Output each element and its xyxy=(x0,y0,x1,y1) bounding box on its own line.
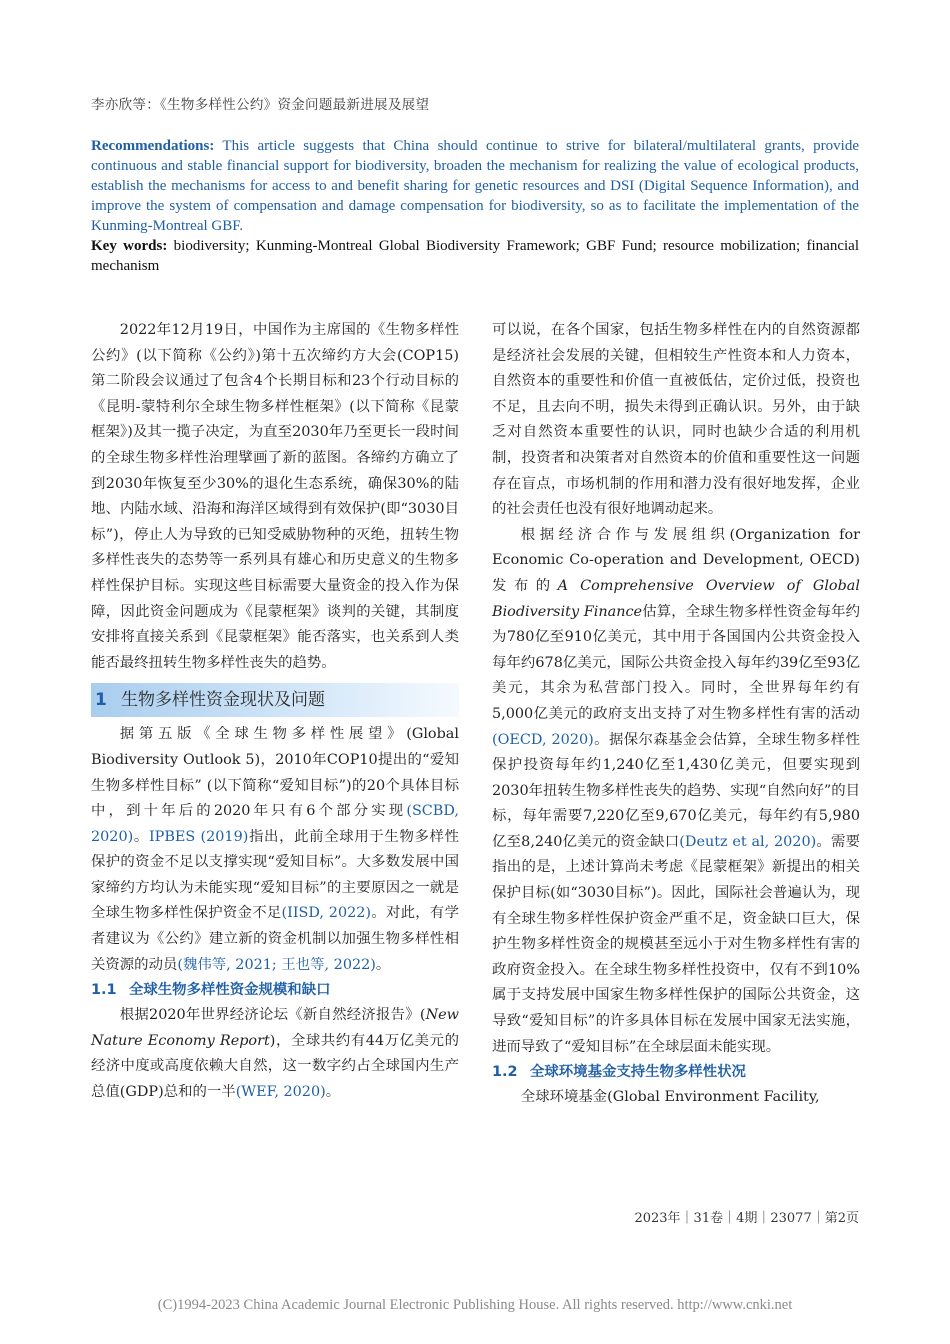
recommendations xyxy=(91,136,859,236)
text-run: 根据经济合作与发展组织(Organization for Economic Co-operation and Development, OECD)发布的 xyxy=(492,526,860,594)
subsection-title: 全球生物多样性资金规模和缺口 xyxy=(129,982,331,999)
keywords xyxy=(91,236,859,276)
recommendations-label: Recommendations: xyxy=(91,138,215,154)
subsection-number: 1.1 xyxy=(91,982,117,999)
text-run: )，全球共约有44万亿美元的经济中度或高度依赖大自然，这一数字约占全球国内生产总值(GDP)总和的一半 xyxy=(91,1032,459,1101)
right-column xyxy=(492,318,860,1111)
paragraph-wef xyxy=(91,1003,459,1105)
paragraph-gef: 全球环境基金(Global Environment Facility, xyxy=(520,1089,820,1106)
section-heading-1 xyxy=(91,683,459,717)
text-run: 。 xyxy=(375,956,391,973)
text-run: 。 xyxy=(133,828,149,845)
text-run: 。 xyxy=(325,1084,341,1101)
citation-link[interactable]: (Deutz et al, 2020) xyxy=(679,833,817,850)
paragraph-gbo5 xyxy=(91,722,459,978)
paragraph-oecd xyxy=(492,523,860,1060)
citation-link[interactable]: IPBES (2019) xyxy=(148,828,249,845)
citation-link[interactable]: (魏伟等, 2021; 王也等, 2022) xyxy=(177,956,376,973)
subsection-number: 1.2 xyxy=(492,1064,518,1081)
text-run: 指出，此前全球用于生物多样性保护的资金不足以支撑实现“爱知目标”。大多数发展中国家缔约方均认为未能实现“爱知目标”的主要原因之一就是全球生物多样性保护资金不足 xyxy=(91,828,459,922)
citation-link[interactable]: (OECD, 2020) xyxy=(492,731,594,748)
citation-link[interactable]: (WEF, 2020) xyxy=(235,1084,326,1101)
text-run: 根据2020年世界经济论坛《新自然经济报告》( xyxy=(119,1007,426,1024)
section-title: 生物多样性资金现状及问题 xyxy=(121,690,325,711)
keywords-text: biodiversity; Kunming-Montreal Global Biodiversity Framework; GBF Fund; resource mobilization; financial mechanism xyxy=(91,238,859,274)
text-run: 。据保尔森基金会估算，全球生物多样性保护投资每年约1,240亿至1,430亿美元，但要实现到2030年扭转生物多样性丧失的趋势、实现“自然向好”的目标，每年需要7,220亿至9,670亿美元，每年约有5,980亿至8,240亿美元的资金缺口 xyxy=(492,731,860,850)
issue-info: 2023年｜31卷｜4期｜23077｜第2页 xyxy=(634,1211,859,1226)
citation-link[interactable]: (SCBD, 2020) xyxy=(91,803,459,845)
text-run: 。对此，有学者建议为《公约》建立新的资金机制以加强生物多样性相关资源的动员 xyxy=(91,905,459,973)
text-run: 。需要指出的是，上述计算尚未考虑《昆蒙框架》新提出的相关保护目标(如“3030目标”)。因此，国际社会普遍认为，现有全球生物多样性保护资金严重不足，资金缺口巨大，保护生物多样性资金的规模甚至远小于对生物多样性有害的政府资金投入。在全球生物多样性投资中，仅有不到10%属于支持发展中国家生物多样性保护的国际公共资金，这导致“爱知目标”的许多具体目标在发展中国家无法实施，进而导致了“爱知目标”在全球层面未能实现。 xyxy=(492,833,860,1055)
report-title: New Nature Economy Report xyxy=(91,1007,459,1049)
copyright-notice: (C)1994-2023 China Academic Journal Electronic Publishing House. All rights reserved. http://www.cnki.net xyxy=(157,1297,793,1313)
text-run: 据第五版《全球生物多样性展望》(Global Biodiversity Outlook 5)，2010年COP10提出的“爱知生物多样性目标” (以下简称“爱知目标”)的20个具体目标中，到十年后的2020年只有6个部分实现 xyxy=(91,726,459,820)
paragraph-natural-capital: 可以说，在各个国家，包括生物多样性在内的自然资源都是经济社会发展的关键，但相较生产性资本和人力资本，自然资本的重要性和价值一直被低估，定价过低，投资也不足，且去向不明，损失未得到正确认识。另外，由于缺乏对自然资本重要性的认识，同时也缺少合适的利用机制，投资者和决策者对自然资本的价值和重要性这一问题存在盲点，市场机制的作用和潜力没有很好地发挥，企业的社会责任也没有很好地调动起来。 xyxy=(492,322,860,518)
subsection-title: 全球环境基金支持生物多样性状况 xyxy=(530,1064,746,1081)
citation-link[interactable]: (IISD, 2022) xyxy=(281,905,372,922)
intro-paragraph: 2022年12月19日，中国作为主席国的《生物多样性公约》(以下简称《公约》)第十五次缔约方大会(COP15)第二阶段会议通过了包含4个长期目标和23个行动目标的《昆明-蒙特利尔全球生物多样性框架》(以下简称《昆蒙框架》)及其一揽子决定，为直至2030年乃至更长一段时间的全球生物多样性治理擘画了新的蓝图。各缔约方确立了到2030年恢复至少30%的退化生态系统，确保30%的陆地、内陆水域、沿海和海洋区域得到有效保护(即“3030目标”)，停止人为导致的已知受威胁物种的灭绝，扭转生物多样性丧失的态势等一系列具有雄心和历史意义的生物多样性保护目标。实现这些目标需要大量资金的投入作为保障，因此资金问题成为《昆蒙框架》谈判的关键，其制度安排将直接关系到《昆蒙框架》能否落实，也关系到人类能否最终扭转生物多样性丧失的趋势。 xyxy=(91,322,459,671)
text-run: 估算，全球生物多样性资金每年约为780亿至910亿美元，其中用于各国国内公共资金投入每年约678亿美元，国际公共资金投入每年约39亿至93亿美元，其余为私营部门投入。同时，全世界每年约有5,000亿美元的政府支出支持了对生物多样性有害的活动 xyxy=(492,603,860,722)
section-number: 1 xyxy=(95,690,107,711)
keywords-label: Key words: xyxy=(91,238,168,254)
abstract-block xyxy=(91,136,859,276)
recommendations-text: This article suggests that China should continue to strive for bilateral/multilateral grants, provide continuous and stable financial support for biodiversity, broaden the mechanism for realizing the value of ecological products, establish the mechanisms for access to and benefit sharing for genetic resources and DSI (Digital Sequence Information), and improve the system of compensation and damage compensation for biodiversity, so as to facilitate the implementation of the Kunming-Montreal GBF. xyxy=(91,138,859,234)
subsection-heading-1-1 xyxy=(91,978,459,1003)
running-head: 李亦欣等：《生物多样性公约》资金问题最新进展及展望 xyxy=(91,97,430,113)
report-title: A Comprehensive Overview of Global Biodiversity Finance xyxy=(492,577,860,620)
subsection-heading-1-2 xyxy=(492,1060,860,1085)
left-column xyxy=(91,318,459,1106)
